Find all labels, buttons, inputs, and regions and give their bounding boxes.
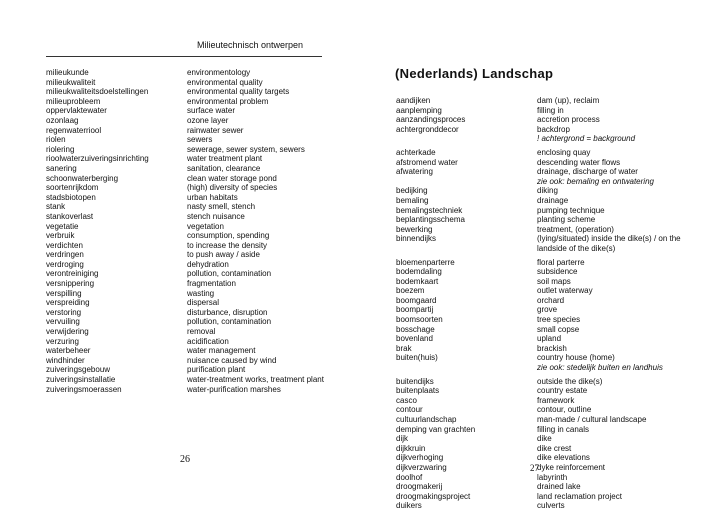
dutch-term: sanering <box>46 163 77 173</box>
entry-term-cell <box>396 167 475 186</box>
entry-translation-cell <box>537 325 702 335</box>
dutch-term: droogmakingsproject <box>396 491 471 501</box>
entry-translation-cell <box>537 196 702 206</box>
entry-term-cell <box>396 196 475 206</box>
entry-term-cell <box>396 386 475 396</box>
english-translation: stench nuisance <box>187 211 245 221</box>
entry-term-cell <box>396 501 475 511</box>
english-translation: to push away / aside <box>187 250 260 260</box>
english-translation: dike <box>537 434 552 444</box>
cross-reference-note: zie ook: stedelijk buiten en landhuis <box>537 363 663 373</box>
english-translation: pollution, contamination <box>187 269 272 279</box>
dutch-term: stankoverlast <box>46 211 94 221</box>
dutch-term: milieukunde <box>46 68 89 77</box>
entry-translation-cell <box>537 377 702 387</box>
dutch-term: dijkverhoging <box>396 453 444 463</box>
entry-term-cell <box>396 305 475 315</box>
english-translation: upland <box>537 334 562 344</box>
dutch-term: windhinder <box>46 355 85 365</box>
entry-translation-cell <box>537 296 702 306</box>
english-translation: fragmentation <box>187 279 236 289</box>
entry-term-cell <box>396 377 475 387</box>
dutch-term: ozonlaag <box>46 115 79 125</box>
dutch-term: afstromend water <box>396 157 458 167</box>
english-translation: planting scheme <box>537 215 596 225</box>
english-translation: surface water <box>187 106 236 116</box>
english-translation: water-treatment works, treatment plant <box>187 375 324 384</box>
english-translation: environmental quality <box>187 77 263 87</box>
entry-translation-cell <box>537 225 702 235</box>
dutch-term: waterbeheer <box>46 346 91 356</box>
dutch-term: achterkade <box>396 147 436 157</box>
entry-term-cell <box>396 325 475 335</box>
entry-term-cell <box>396 463 475 473</box>
right-page <box>364 0 728 514</box>
english-translation: outlet waterway <box>537 286 593 296</box>
entry-term-cell <box>396 425 475 435</box>
entry-translation-cell <box>537 492 702 502</box>
dutch-term: bemalingstechniek <box>396 205 463 215</box>
english-translation: dike elevations <box>537 453 590 463</box>
english-translation: water treatment plant <box>187 154 263 164</box>
dutch-term: buitenplaats <box>396 386 440 396</box>
dutch-term: verdichten <box>46 240 83 250</box>
entry-translation-cell <box>537 463 702 473</box>
entry-translation-cell <box>537 315 702 325</box>
entry-translation-cell <box>537 353 702 372</box>
english-translation: outside the dike(s) <box>537 376 603 386</box>
entry-term-cell <box>396 225 475 235</box>
english-translation-column <box>537 96 702 511</box>
english-translation: filling in canals <box>537 424 590 434</box>
entry-translation-cell <box>537 286 702 296</box>
dutch-term: boompartij <box>396 305 434 315</box>
english-translation: pumping technique <box>537 205 605 215</box>
english-translation: dyke reinforcement <box>537 462 606 472</box>
english-translation: culverts <box>537 501 565 511</box>
dutch-term-column <box>396 96 475 511</box>
english-translation: drainage <box>537 195 569 205</box>
dutch-term: verzuring <box>46 336 79 346</box>
english-translation: framework <box>537 395 575 405</box>
entry-translation-cell <box>537 334 702 344</box>
dutch-term: zuiveringsgebouw <box>46 365 111 375</box>
english-translation: water management <box>187 346 256 356</box>
header-rule <box>46 56 322 57</box>
english-translation: (lying/situated) inside the dike(s) / on the <box>537 234 681 244</box>
dutch-term: vervuiling <box>46 317 80 327</box>
dutch-term: achtergronddecor <box>396 124 459 134</box>
entry-term-cell <box>396 115 475 125</box>
english-translation: nuisance caused by wind <box>187 355 277 365</box>
dutch-term: boomgaard <box>396 295 437 305</box>
entry-translation-cell <box>537 453 702 463</box>
entry-translation-cell <box>537 501 702 511</box>
english-translation: grove <box>537 305 558 315</box>
entry-term-cell <box>396 206 475 216</box>
entry-translation-cell <box>537 125 702 144</box>
dutch-term: zuiveringsinstallatie <box>46 375 116 384</box>
entry-term-cell <box>396 158 475 168</box>
dutch-term: bemaling <box>396 195 429 205</box>
dutch-term: zuiveringsmoerassen <box>46 384 122 394</box>
english-translation: removal <box>187 327 216 337</box>
english-translation: pollution, contamination <box>187 317 272 327</box>
dutch-term: beplantingsschema <box>396 215 465 225</box>
dutch-term: stank <box>46 202 66 212</box>
english-translation: to increase the density <box>187 240 268 250</box>
dutch-term: schoonwaterberging <box>46 173 119 183</box>
english-translation: disturbance, disruption <box>187 307 268 317</box>
dutch-term: verontreiniging <box>46 269 99 279</box>
dutch-term: doolhof <box>396 472 423 482</box>
dutch-term: regenwaterriool <box>46 125 102 135</box>
english-translation: floral parterre <box>537 257 585 267</box>
dutch-term: versnippering <box>46 279 95 289</box>
dutch-term: verstoring <box>46 307 82 317</box>
dutch-term: dijkkruin <box>396 443 426 453</box>
entry-translation-cell <box>537 158 702 168</box>
dutch-term: boomsoorten <box>396 315 443 325</box>
english-translation: drainage, discharge of water <box>537 167 638 177</box>
english-translation: sanitation, clearance <box>187 163 261 173</box>
entry-translation-cell <box>537 277 702 287</box>
english-translation: wasting <box>187 288 215 298</box>
dutch-term: verdringen <box>46 250 84 260</box>
english-translation: backdrop <box>537 124 570 134</box>
english-translation: treatment, (operation) <box>537 224 614 234</box>
entry-term-cell <box>396 277 475 287</box>
entry-term-cell <box>396 473 475 483</box>
dutch-term: verdroging <box>46 259 84 269</box>
section-title: (Nederlands) Landschap <box>395 66 554 81</box>
cross-reference-note: ! achtergrond = background <box>537 134 636 144</box>
page-number: 27 <box>530 463 539 473</box>
cross-reference-note: zie ook: bemaling en ontwatering <box>537 176 654 186</box>
english-translation: country estate <box>537 386 588 396</box>
english-translation-column <box>187 68 324 394</box>
dutch-term: afwatering <box>396 167 433 177</box>
entry-term-cell <box>396 444 475 454</box>
dutch-term: demping van grachten <box>396 424 476 434</box>
dutch-term: vegetatie <box>46 221 79 231</box>
dutch-term: verbruik <box>46 231 75 241</box>
english-translation: dike crest <box>537 443 572 453</box>
entry-term-cell <box>396 482 475 492</box>
dutch-term: casco <box>396 395 417 405</box>
english-translation: consumption, spending <box>187 231 270 241</box>
english-translation: enclosing quay <box>537 147 591 157</box>
entry-term-cell <box>396 106 475 116</box>
dutch-term: riolering <box>46 144 75 154</box>
entry-translation-cell <box>537 215 702 225</box>
dutch-term: riolen <box>46 135 66 145</box>
entry-translation-cell <box>537 258 702 268</box>
entry-term-cell <box>396 453 475 463</box>
english-translation: descending water flows <box>537 157 621 167</box>
dutch-term: dijkverzwaring <box>396 462 447 472</box>
dutch-term: aandijken <box>396 96 431 105</box>
english-translation: diking <box>537 186 558 196</box>
english-translation: filling in <box>537 105 564 115</box>
running-head: Milieutechnisch ontwerpen <box>197 40 304 50</box>
entry-term-cell <box>396 415 475 425</box>
english-translation: small copse <box>537 324 580 334</box>
dutch-term: buitendijks <box>396 376 434 386</box>
dutch-term: stadsbiotopen <box>46 192 96 202</box>
dutch-term: boezem <box>396 286 425 296</box>
dutch-term: milieukwaliteit <box>46 77 96 87</box>
dutch-term: bodemdaling <box>396 267 442 277</box>
entry-translation-cell <box>537 96 702 106</box>
dutch-term: rioolwaterzuiveringsinrichting <box>46 154 149 164</box>
english-translation: rainwater sewer <box>187 125 244 135</box>
page-number: 26 <box>180 454 190 465</box>
dutch-term: brak <box>396 343 412 353</box>
english-translation: purification plant <box>187 365 246 375</box>
entry-term-cell <box>396 286 475 296</box>
english-translation: country house (home) <box>537 353 615 363</box>
entry-translation-cell <box>537 386 702 396</box>
entry-translation-cell <box>537 148 702 158</box>
entry-translation-cell <box>537 444 702 454</box>
entry-translation-cell <box>537 206 702 216</box>
english-translation: dispersal <box>187 298 220 308</box>
entry-term-cell <box>396 267 475 277</box>
english-translation: (high) diversity of species <box>187 183 278 193</box>
entry-term-cell <box>396 96 475 106</box>
dutch-term: milieukwaliteitsdoelstellingen <box>46 87 149 97</box>
english-translation: sewerage, sewer system, sewers <box>187 144 305 154</box>
english-translation: ozone layer <box>187 115 229 125</box>
entry-translation-cell <box>537 267 702 277</box>
dutch-term: bodemkaart <box>396 276 439 286</box>
entry-translation-cell <box>537 405 702 415</box>
english-translation: brackish <box>537 343 567 353</box>
entry-translation-cell <box>537 115 702 125</box>
dutch-term: bovenland <box>396 334 433 344</box>
dutch-term: soortenrijkdom <box>46 183 99 193</box>
english-translation: sewers <box>187 135 213 145</box>
entry-translation-cell <box>537 234 702 253</box>
english-translation: clean water storage pond <box>187 173 277 183</box>
dutch-term: aanplemping <box>396 105 442 115</box>
entry-translation-cell <box>537 415 702 425</box>
entry-term-cell <box>396 353 475 372</box>
entry-translation-cell <box>537 167 702 186</box>
entry-term-cell <box>396 344 475 354</box>
english-translation: environmental problem <box>187 96 269 106</box>
entry-translation-cell <box>537 106 702 116</box>
english-translation: subsidence <box>537 267 578 277</box>
english-translation: landside of the dike(s) <box>537 243 616 253</box>
english-translation: acidification <box>187 336 229 346</box>
english-translation: water-purification marshes <box>187 384 281 394</box>
entry-term-cell <box>396 234 475 253</box>
dutch-term: aanzandingsproces <box>396 115 466 125</box>
english-translation: man-made / cultural landscape <box>537 415 647 424</box>
english-translation: tree species <box>537 315 581 325</box>
english-translation: vegetation <box>187 221 224 231</box>
dutch-term: bedijking <box>396 186 428 196</box>
entry-term-cell <box>396 405 475 415</box>
entry-translation-cell <box>537 482 702 492</box>
entry-term-cell <box>396 258 475 268</box>
english-translation: orchard <box>537 295 565 305</box>
dutch-term: dijk <box>396 434 409 444</box>
english-translation: dehydration <box>187 259 229 269</box>
entry-term-cell <box>396 334 475 344</box>
english-translation: land reclamation project <box>537 491 622 501</box>
dutch-term: duikers <box>396 501 422 511</box>
english-translation: accretion process <box>537 115 600 125</box>
english-translation: labyrinth <box>537 472 568 482</box>
dutch-term: verspreiding <box>46 298 90 308</box>
entry-term-cell <box>396 434 475 444</box>
english-translation: urban habitats <box>187 192 238 202</box>
dutch-term: droogmakerij <box>396 482 443 492</box>
entry-translation-cell <box>537 305 702 315</box>
dutch-term: verspilling <box>46 288 82 298</box>
entry-term-cell <box>396 125 475 144</box>
entry-term-cell <box>396 215 475 225</box>
entry-translation-cell <box>537 396 702 406</box>
entry-translation-cell <box>537 344 702 354</box>
english-translation: contour, outline <box>537 405 592 415</box>
entry-translation-cell <box>537 186 702 196</box>
dutch-term: verwijdering <box>46 327 89 337</box>
dutch-term: cultuurlandschap <box>396 415 457 424</box>
dutch-term-column <box>46 68 149 394</box>
dutch-term: buiten(huis) <box>396 353 438 363</box>
english-translation: dam (up), reclaim <box>537 96 600 105</box>
entry-term-cell <box>396 396 475 406</box>
dutch-term: bosschage <box>396 324 435 334</box>
entry-term-cell <box>396 315 475 325</box>
entry-term-cell <box>396 296 475 306</box>
dutch-term: bloemenparterre <box>396 257 455 267</box>
dutch-term: bewerking <box>396 224 433 234</box>
dutch-term: contour <box>396 405 423 415</box>
dutch-term: milieuprobleem <box>46 96 101 106</box>
dutch-term: oppervlaktewater <box>46 106 107 116</box>
entry-term-cell <box>396 148 475 158</box>
english-translation: drained lake <box>537 482 581 492</box>
entry-translation-cell <box>537 473 702 483</box>
english-translation: environmental quality targets <box>187 87 290 97</box>
english-translation: soil maps <box>537 276 571 286</box>
dutch-term: binnendijks <box>396 234 437 244</box>
entry-translation-cell <box>537 425 702 435</box>
entry-term-cell <box>396 186 475 196</box>
english-translation: environmentology <box>187 68 251 77</box>
entry-translation-cell <box>537 434 702 444</box>
english-translation: nasty smell, stench <box>187 202 256 212</box>
entry-term-cell <box>396 492 475 502</box>
